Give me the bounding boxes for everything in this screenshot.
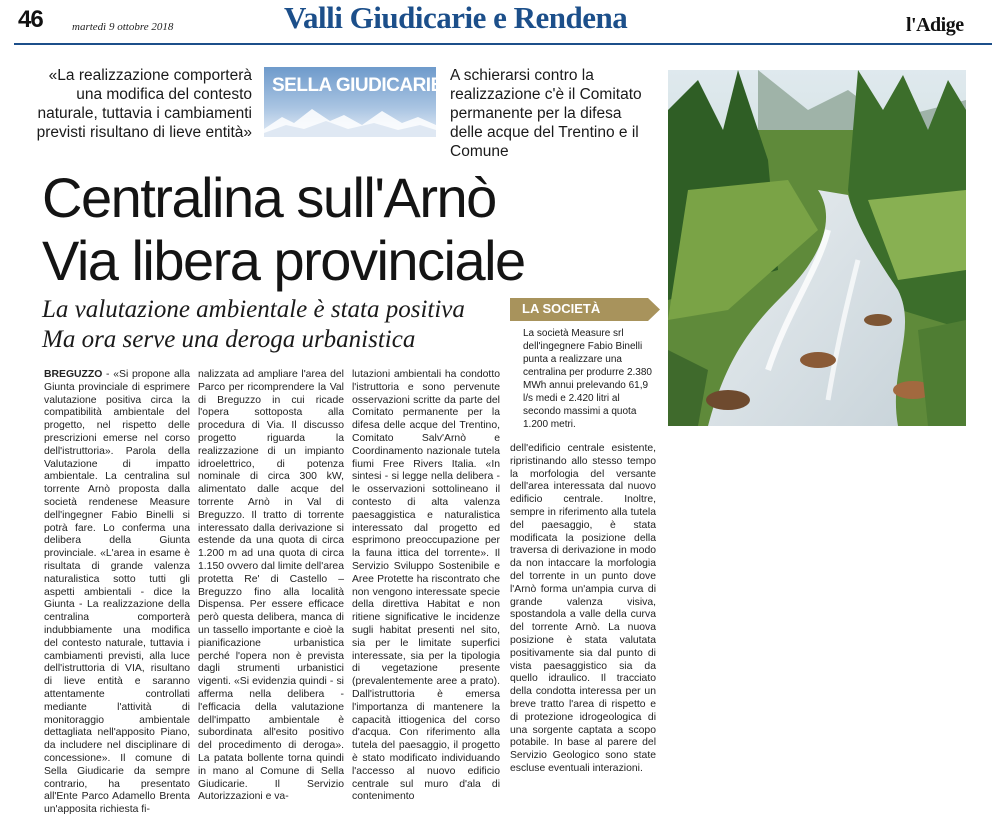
section-title: Valli Giudicarie e Rendena [284,0,628,35]
headline-line-2: Via libera provinciale [42,229,525,292]
article-column-4 [510,443,656,774]
pull-quote-right: A schierarsi contro la realizzazione c'è il Comitato permanente per la difesa delle acque del Trentino e il Comune [450,67,642,160]
company-tag [510,298,660,321]
locality-badge-label: SELLA GIUDICARIE [272,75,443,96]
pull-quote-left: «La realizzazione comporterà una modifica del contesto naturale, tuttavia i cambiamenti previsti risultano di lieve entità» [36,67,252,141]
issue-date: martedì 9 ottobre 2018 [72,21,174,33]
article-column-3-text: lutazioni ambientali ha condotto l'istruttoria e sono pervenute osservazioni scritte da parte del Comitato permanente per la difesa delle acque del Trentino, Comitato Salv'Arnò e Coordinamento nazionale tutela fiumi Free Rivers Italia. «In sintesi - si legge nella delibera - le osservazioni sottolineano il contesto di alta valenza paesaggistica e naturalistica interessato dal progetto ed esprimono preoccupazione per la fauna ittica del torrente». Il Servizio Sviluppo Sostenibile e Aree Protette ha riscontrato che non vengono interessate specie della direttiva Habitat e non ritiene significative le incidenze sugli habitat presenti nel sito, sia per le limitate superfici interessate, sia per la tipologia di vegetazione presente (prevalentemente aree a prato). Dall'istruttoria è emersa l'importanza di mantenere la capacità ittiogenica del corso d'acqua. Con riferimento alla tutela del paesaggio, il progetto è stato modificato individuando l'accesso al nuovo edificio centrale sul muro d'ala di contenimento [352,369,500,803]
article-column-1-text: - «Si propone alla Giunta provinciale di esprimere valutazione positiva circa la compatibilità ambientale del progetto, nel rispetto delle prescrizioni emerse nel corso dell'istruttoria». Parola della Valutazione di impatto ambientale. La centralina sul torrente Arnò proposta dalla società rendenese Measure dell'ingegner Fabio Binelli si potrà fare. Lo conferma una delibera della Giunta provinciale. «L'area in esame è risultata di grande valenza naturalistica sotto tutti gli aspetti ambientali - dice la Giunta - La realizzazione della centralina comporterà indubbiamente una modifica del contesto naturale, tuttavia i cambiamenti previsti, alla luce dell'istruttoria di VIA, risultano di lieve entità e saranno attentamente controllati mediante l'attività di monitoraggio ambientale dettagliata nell'apposito Piano, da includere nel disciplinare di concessione». Il comune di Sella Giudicarie da sempre contrario, ha presentato all'Ente Parco Adamello Brenta un'apposita richiesta fi- [44,369,191,816]
locality-badge [264,67,443,137]
company-summary: La società Measure srl dell'ingegnere Fabio Binelli punta a realizzare una centralina per produrre 2.380 MWh annui prelevando 61,9 l/s medi e 2.420 litri al secondo massimi a quota 1.200 metri. [523,328,652,430]
article-column-3 [352,369,500,803]
company-tag-label: LA SOCIETÀ [522,301,601,316]
standfirst-line-2: Ma ora serve una deroga urbanistica [42,326,416,353]
article-column-2 [198,369,344,803]
article-column-2-text: nalizzata ad ampliare l'area del Parco per ricomprendere la Val di Breguzzo in cui ricade l'opera sottoposta alla procedura di Via. Il discusso progetto riguarda la realizzazione di un impianto idroelettrico, di potenza nominale di circa 300 kW, alimentato dalle acque del torrente Arnò in Val di Breguzzo. Il tratto di torrente interessato dalla derivazione si estende da una quota di circa 1.200 m ad una quota di circa 1.150 ovvero dal limite dell'area protetta Re' di Castello – Breguzzo fino alla località Dispensa. Per essere efficace però questa delibera, manca di un tassello importante e cioè la pianificazione urbanistica perché l'opera non è prevista dagli strumenti urbanistici vigenti. «Si evidenzia quindi - si afferma nella delibera - l'efficacia della valutazione dell'impatto ambientale è subordinata all'esito positivo del procedimento di deroga». La patata bollente torna quindi in mano al Comune di Sella Giudicarie. Il Servizio Autorizzazioni e va- [198,369,344,803]
dateline: BREGUZZO [44,369,103,380]
headline-line-1: Centralina sull'Arnò [42,166,496,229]
mountain-icon [264,103,436,137]
standfirst [42,295,512,355]
article-column-4-text: dell'edificio centrale esistente, ripristinando allo stesso tempo la morfologia del versante dell'area interessata dal nuovo edificio centrale. Inoltre, sempre in riferimento alla tutela del paesaggio, è stata modificata la posizione della traversa di derivazione in modo da non intaccare la morfologia del torrente in un punto dove l'Arnò forma un'ampia curva di grande valenza visiva, spostandola a valle della curva del torrente Arnò. La nuova posizione è stata valutata positivamente sia dal punto di vista paesaggistico sia da quello idraulico. Il tracciato della condotta interessa per un breve tratto l'area di rispetto e di protezione idrogeologica di una sorgente captata a scopo potabile. In base al parere del Servizio Geologico sono state escluse eventuali interazioni. [510,443,656,774]
standfirst-line-1: La valutazione ambientale è stata positiva [42,296,465,323]
article-column-1 [44,369,191,816]
page-number: 46 [18,6,43,33]
stream-illustration [668,70,966,426]
stream-photo [668,70,966,426]
header-rule [14,43,992,45]
headline [42,166,662,292]
newspaper-logo: l'Adige [906,14,964,36]
